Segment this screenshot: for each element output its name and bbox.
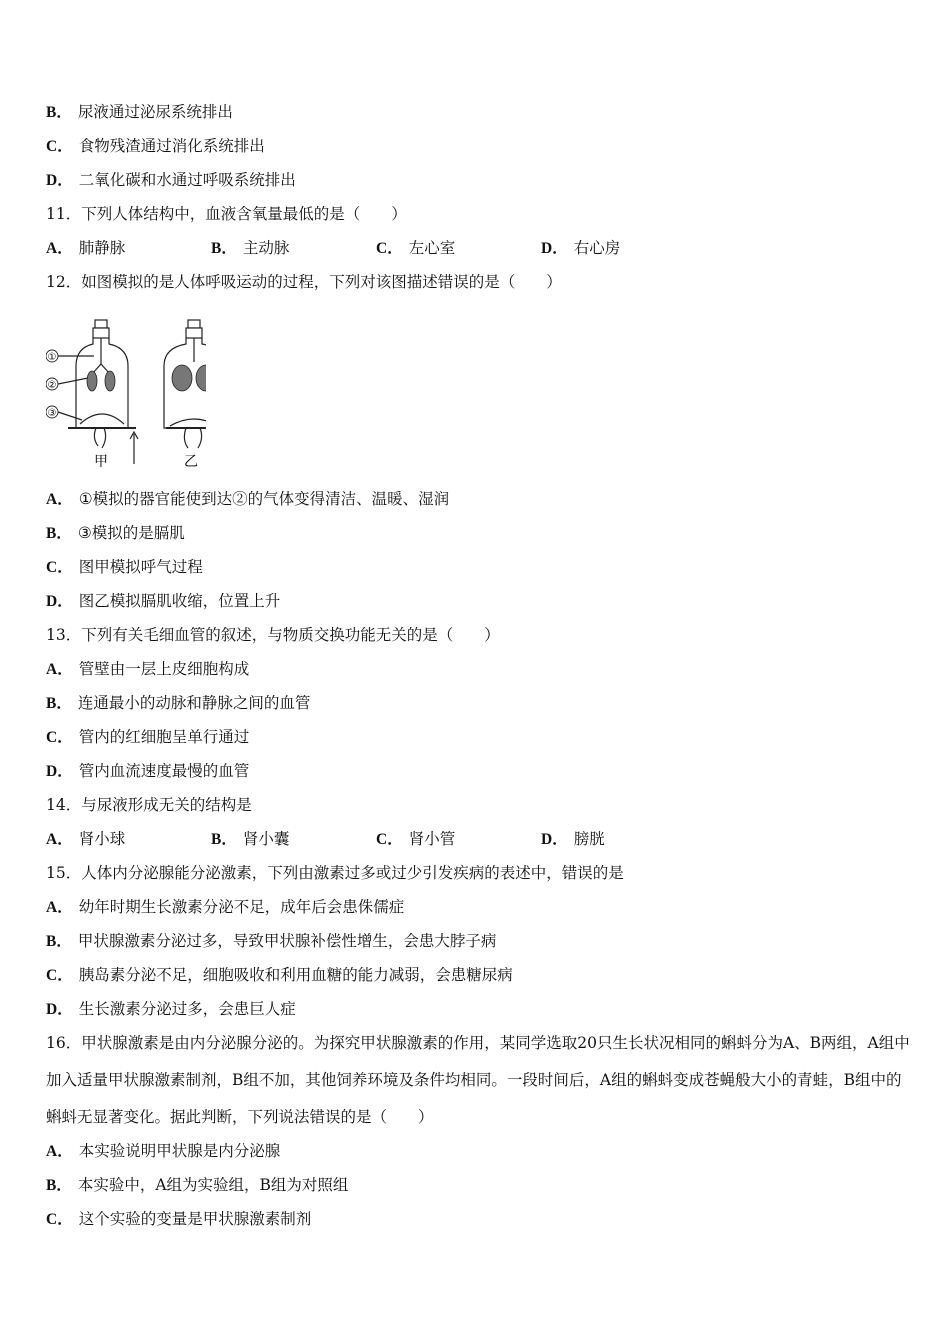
option-text: 肾小球	[78, 830, 126, 848]
option-label: B．	[46, 695, 72, 712]
option-text: 膀胱	[573, 830, 605, 848]
question-stem: 15．人体内分泌腺能分泌激素，下列由激素过多或过少引发疾病的表述中，错误的是	[46, 864, 624, 882]
option-label: A．	[46, 1143, 73, 1160]
option-text: 管内血流速度最慢的血管	[78, 762, 250, 780]
option-line	[46, 1175, 348, 1196]
option-line	[46, 102, 233, 123]
option-label: C．	[46, 559, 73, 576]
breathing-model-figure	[46, 316, 206, 476]
option-text: 右心房	[573, 239, 621, 257]
bell-jar-diagram	[46, 316, 206, 476]
question-stem: 14．与尿液形成无关的结构是	[46, 796, 252, 814]
option-text: 尿液通过泌尿系统排出	[77, 103, 233, 121]
option	[376, 238, 455, 259]
option	[46, 829, 125, 850]
option-text: 幼年时期生长激素分泌不足，成年后会患侏儒症	[78, 898, 405, 916]
option-label: A．	[46, 240, 73, 257]
option-text: 图甲模拟呼气过程	[78, 558, 203, 576]
option-text: 管内的红细胞呈单行通过	[78, 728, 250, 746]
mark-2: ②	[47, 380, 57, 391]
label-yi: 乙	[184, 454, 198, 470]
option-line	[46, 523, 185, 544]
option-line	[46, 557, 203, 578]
label-jia: 甲	[94, 454, 108, 470]
option	[376, 829, 455, 850]
option-line	[46, 591, 280, 612]
option-label: B．	[211, 831, 237, 848]
option-label: C．	[376, 240, 403, 257]
option-label: B．	[46, 104, 72, 121]
option-text: 肾小管	[408, 830, 456, 848]
option-label: A．	[46, 831, 73, 848]
option-label: C．	[46, 729, 73, 746]
option-text: 生长激素分泌过多，会患巨人症	[78, 1000, 296, 1018]
mark-1: ①	[47, 352, 57, 363]
question-stem: 11．下列人体结构中，血液含氧量最低的是（ ）	[46, 205, 407, 223]
option-text: 连通最小的动脉和静脉之间的血管	[77, 694, 311, 712]
option-text: 甲状腺激素分泌过多，导致甲状腺补偿性增生，会患大脖子病	[77, 932, 497, 950]
option-label: A．	[46, 661, 73, 678]
option-line	[46, 1141, 280, 1162]
option-label: A．	[46, 899, 73, 916]
option-label: B．	[211, 240, 237, 257]
option-label: B．	[46, 933, 72, 950]
option-text: 肺静脉	[78, 239, 126, 257]
option-text: 胰岛素分泌不足，细胞吸收和利用血糖的能力减弱，会患糖尿病	[78, 966, 513, 984]
option-text: ③模拟的是膈肌	[77, 524, 185, 542]
option	[211, 829, 289, 850]
option-line	[46, 1209, 311, 1230]
option-label: D．	[541, 240, 568, 257]
option-text: 主动脉	[242, 239, 290, 257]
option-label: D．	[46, 172, 73, 189]
option-line	[46, 727, 249, 748]
option-text: 左心室	[408, 239, 456, 257]
option-line	[46, 659, 249, 680]
option-text: 这个实验的变量是甲状腺激素制剂	[78, 1210, 312, 1228]
option-line	[46, 693, 310, 714]
option-text: 本实验中，A组为实验组，B组为对照组	[77, 1176, 349, 1194]
option-line	[46, 170, 296, 191]
option-text: 二氧化碳和水通过呼吸系统排出	[78, 171, 296, 189]
option	[541, 829, 605, 850]
mark-3: ③	[47, 408, 57, 419]
option-label: D．	[46, 593, 73, 610]
option-text: 管壁由一层上皮细胞构成	[78, 660, 250, 678]
option-text: 图乙模拟膈肌收缩，位置上升	[78, 592, 281, 610]
option-label: C．	[46, 1211, 73, 1228]
option-label: A．	[46, 491, 73, 508]
option-line	[46, 965, 513, 986]
option-label: D．	[46, 1001, 73, 1018]
question-stem: 16．甲状腺激素是由内分泌腺分泌的。为探究甲状腺激素的作用，某同学选取20只生长状况相同的蝌蚪分为A、B两组，A组中加入适量甲状腺激素制剂，B组不加，其他饲养环境及条件均相同。一段时间后，A组的蝌蚪变成苍蝇般大小的青蛙，B组中的蝌蚪无显著变化。据此判断，下列说法错误的是（ ）	[46, 1034, 910, 1126]
option-line	[46, 999, 296, 1020]
option-label: C．	[46, 138, 73, 155]
option-text: 肾小囊	[242, 830, 290, 848]
option-line	[46, 761, 249, 782]
option-label: D．	[541, 831, 568, 848]
option-label: D．	[46, 763, 73, 780]
option-line	[46, 489, 449, 510]
option-label: B．	[46, 525, 72, 542]
question-stem: 12．如图模拟的是人体呼吸运动的过程，下列对该图描述错误的是（ ）	[46, 273, 562, 291]
option-line	[46, 136, 265, 157]
question-stem: 13．下列有关毛细血管的叙述，与物质交换功能无关的是（ ）	[46, 626, 500, 644]
option-label: C．	[46, 967, 73, 984]
option	[211, 238, 289, 259]
option-label: B．	[46, 1177, 72, 1194]
option-text: 本实验说明甲状腺是内分泌腺	[78, 1142, 281, 1160]
option-line	[46, 931, 496, 952]
option-text: 食物残渣通过消化系统排出	[78, 137, 265, 155]
option-label: C．	[376, 831, 403, 848]
option-text: ①模拟的器官能使到达②的气体变得清洁、温暖、湿润	[78, 490, 450, 508]
option-line	[46, 897, 404, 918]
option	[46, 238, 125, 259]
option	[541, 238, 620, 259]
